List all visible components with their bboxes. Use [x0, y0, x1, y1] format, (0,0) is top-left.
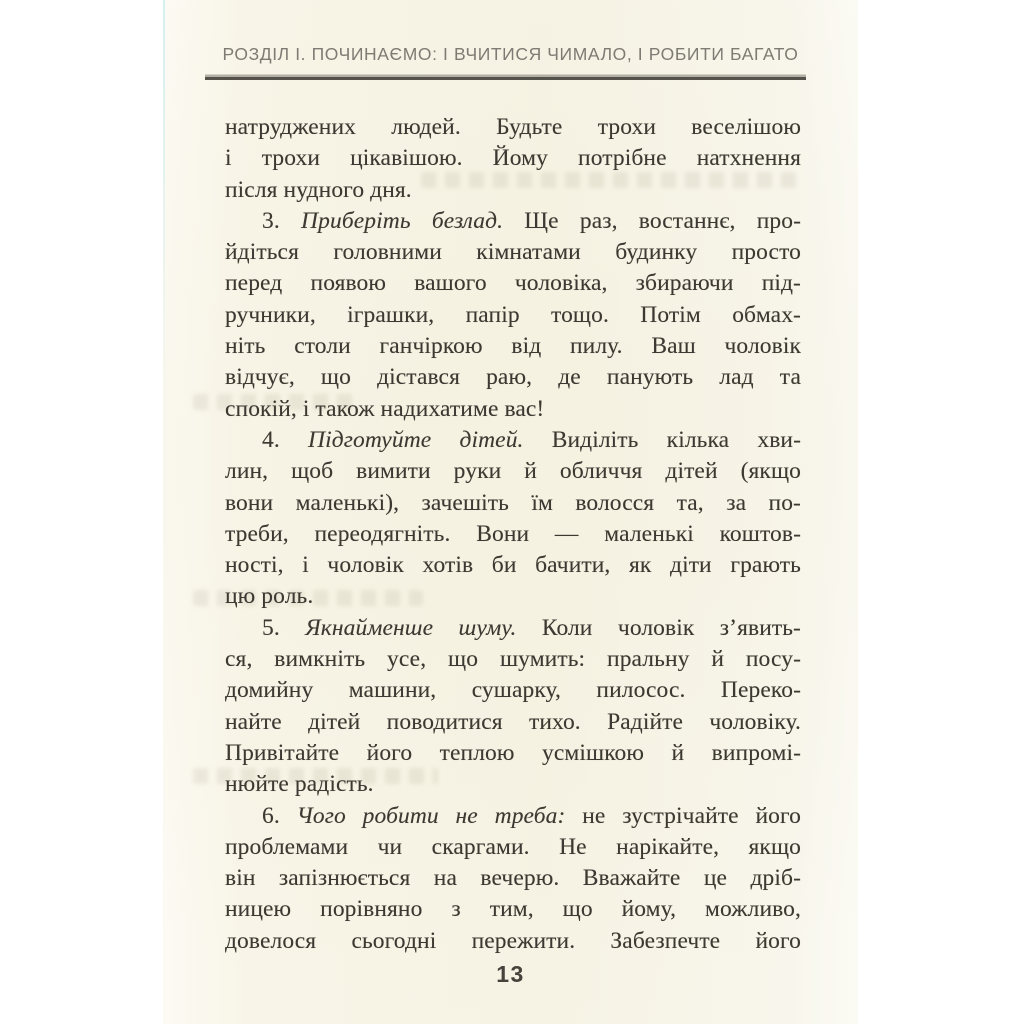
text-segment: і трохи цікавішою. Йому потрібне натхнення — [225, 145, 801, 172]
text-segment: Ще раз, востаннє, про- — [503, 207, 801, 234]
text-segment: домийну машини, сушарку, пилосос. Переко- — [225, 677, 801, 704]
text-segment: ніть столи ганчіркою від пилу. Ваш чоловік — [225, 333, 801, 360]
text-segment: відчує, що дістався раю, де панують лад та — [225, 364, 801, 391]
text-segment: ницею порівняно з тим, що йому, можливо, — [225, 896, 801, 923]
text-segment: йдіться головними кімнатами будинку просто — [225, 239, 801, 266]
text-line — [225, 300, 801, 331]
text-line — [225, 581, 801, 612]
text-segment: 6. — [262, 802, 297, 829]
text-line — [225, 112, 801, 143]
text-line — [225, 707, 801, 738]
text-line — [225, 675, 801, 706]
text-segment: цю роль. — [225, 583, 314, 610]
text-segment: вони маленькі), зачешіть їм волосся та, за по- — [225, 489, 801, 516]
italic-text-segment: Підготуйте дітей. — [308, 426, 524, 453]
text-segment: ся, вимкніть усе, що шумить: пральну й посу- — [225, 646, 801, 673]
paragraph — [225, 112, 801, 206]
text-segment: треби, переодягніть. Вони — маленькі коштов- — [225, 520, 801, 547]
header-rule — [205, 77, 806, 80]
book-page — [163, 0, 858, 1024]
text-line — [225, 362, 801, 393]
text-line — [225, 832, 801, 863]
text-segment: 5. — [262, 614, 306, 641]
text-line — [225, 425, 801, 456]
text-line — [225, 268, 801, 299]
paragraph — [225, 613, 801, 801]
chapter-header: РОЗДІЛ І. ПОЧИНАЄМО: І ВЧИТИСЯ ЧИМАЛО, І РОБИТИ БАГАТО — [222, 44, 799, 64]
text-segment: довелося сьогодні пережити. Забезпечте його — [225, 927, 801, 954]
text-line — [225, 394, 801, 425]
text-segment: Коли чоловік з’явить- — [516, 614, 801, 641]
text-segment: ності, і чоловік хотів би бачити, як діти грають — [225, 552, 801, 579]
text-segment: 3. — [262, 207, 302, 234]
text-line — [225, 550, 801, 581]
text-line — [225, 738, 801, 769]
text-segment: 4. — [262, 426, 309, 453]
text-segment: він запізнюється на вечерю. Вважайте це дріб- — [225, 865, 801, 892]
paragraph — [225, 425, 801, 613]
page-number: 13 — [496, 961, 525, 987]
text-line — [225, 613, 801, 644]
page-body — [225, 112, 801, 957]
text-segment: не зустрічайте його — [565, 802, 802, 829]
text-line — [225, 519, 801, 550]
text-line — [225, 456, 801, 487]
text-line — [225, 331, 801, 362]
text-segment: натруджених людей. Будьте трохи веселішою — [225, 114, 801, 140]
text-segment: найте дітей поводитися тихо. Радійте чоловіку. — [225, 708, 801, 735]
paragraph — [225, 801, 801, 957]
text-line — [225, 863, 801, 894]
text-line — [225, 206, 801, 237]
text-line — [225, 488, 801, 519]
italic-text-segment: Якнайменше шуму. — [305, 614, 517, 641]
text-line — [225, 143, 801, 174]
text-line — [225, 926, 801, 957]
italic-text-segment: Приберіть безлад. — [301, 207, 504, 234]
text-segment: нюйте радість. — [225, 771, 374, 798]
text-line — [225, 175, 801, 206]
text-line — [225, 769, 801, 800]
text-line — [225, 894, 801, 925]
text-segment: лин, щоб вимити руки й обличчя дітей (якщо — [225, 458, 801, 485]
text-segment: після нудного дня. — [225, 176, 412, 203]
text-segment: спокій, і також надихатиме вас! — [225, 395, 545, 422]
text-segment: перед появою вашого чоловіка, збираючи під- — [225, 270, 801, 297]
text-segment: проблемами чи скаргами. Не нарікайте, якщо — [225, 833, 801, 860]
text-segment: Привітайте його теплою усмішкою й випромі- — [225, 739, 801, 766]
text-line — [225, 801, 801, 832]
text-segment: Виділіть кілька хви- — [523, 426, 801, 453]
text-line — [225, 644, 801, 675]
text-segment: ручники, іграшки, папір тощо. Потім обмах- — [225, 301, 801, 328]
italic-text-segment: Чого робити не треба: — [296, 802, 566, 829]
text-line — [225, 237, 801, 268]
paragraph — [225, 206, 801, 425]
